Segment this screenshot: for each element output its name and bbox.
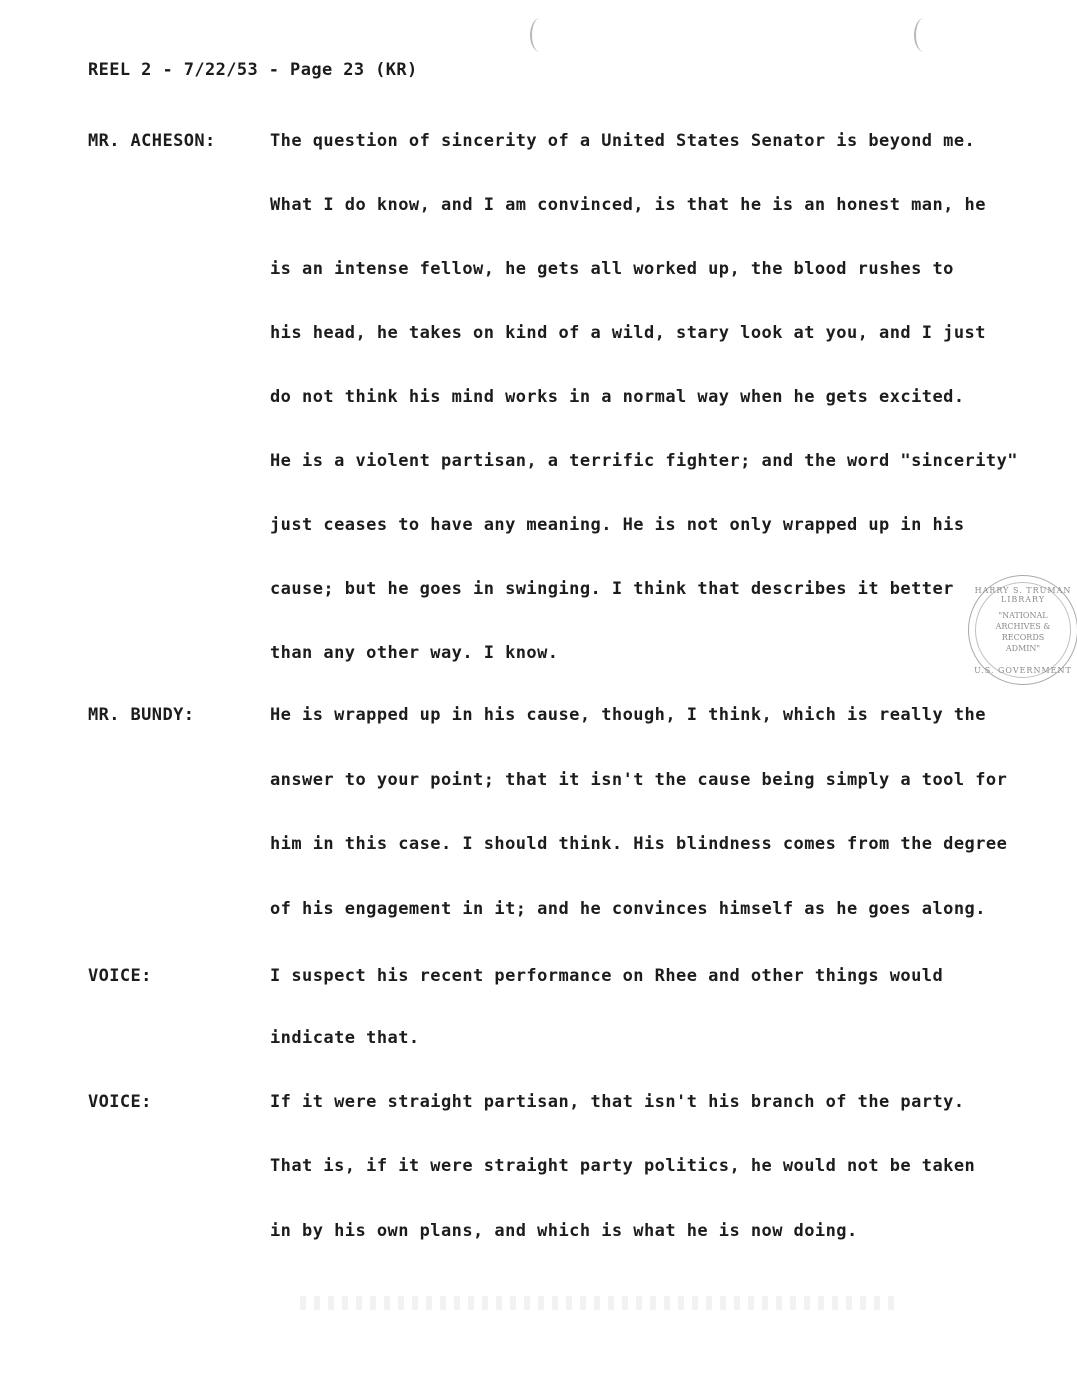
transcript-line: What I do know, and I am convinced, is that he is an honest man, he — [270, 195, 986, 215]
transcript-line: do not think his mind works in a normal way when he gets excited. — [270, 387, 965, 407]
speaker-voice-1: VOICE: — [88, 966, 152, 986]
transcript-line: I suspect his recent performance on Rhee and other things would — [270, 966, 944, 986]
transcript-line: of his engagement in it; and he convinces himself as he goes along. — [270, 899, 986, 919]
transcript-line: He is a violent partisan, a terrific fighter; and the word "sincerity" — [270, 451, 1018, 471]
transcript-line: He is wrapped up in his cause, though, I think, which is really the — [270, 705, 986, 725]
stamp-center-text: "NATIONAL ARCHIVES & RECORDS ADMIN" — [995, 611, 1051, 653]
transcript-line: indicate that. — [270, 1028, 420, 1048]
transcript-line: That is, if it were straight party politics, he would not be taken — [270, 1156, 976, 1176]
transcript-line: just ceases to have any meaning. He is not only wrapped up in his — [270, 515, 965, 535]
transcript-line: his head, he takes on kind of a wild, stary look at you, and I just — [270, 323, 986, 343]
transcript-line: him in this case. I should think. His blindness comes from the degree — [270, 834, 1008, 854]
transcript-line: in by his own plans, and which is what he is now doing. — [270, 1221, 858, 1241]
punch-hole-right — [914, 18, 934, 52]
page-header: REEL 2 - 7/22/53 - Page 23 (KR) — [88, 60, 418, 80]
transcript-line: is an intense fellow, he gets all worked up, the blood rushes to — [270, 259, 954, 279]
stamp-bottom-text: U.S. GOVERNMENT — [974, 666, 1072, 675]
faint-bleedthrough — [300, 1296, 900, 1310]
speaker-voice-2: VOICE: — [88, 1092, 152, 1112]
transcript-line: The question of sincerity of a United States Senator is beyond me. — [270, 131, 976, 151]
transcript-line: answer to your point; that it isn't the cause being simply a tool for — [270, 770, 1008, 790]
archive-stamp — [968, 575, 1077, 685]
transcript-line: If it were straight partisan, that isn't his branch of the party. — [270, 1092, 965, 1112]
punch-hole-left — [530, 18, 550, 52]
speaker-acheson: MR. ACHESON: — [88, 131, 216, 151]
transcript-line: cause; but he goes in swinging. I think that describes it better — [270, 579, 954, 599]
stamp-top-text: HARRY S. TRUMAN LIBRARY — [974, 586, 1072, 604]
transcript-line: than any other way. I know. — [270, 643, 559, 663]
speaker-bundy: MR. BUNDY: — [88, 705, 195, 725]
